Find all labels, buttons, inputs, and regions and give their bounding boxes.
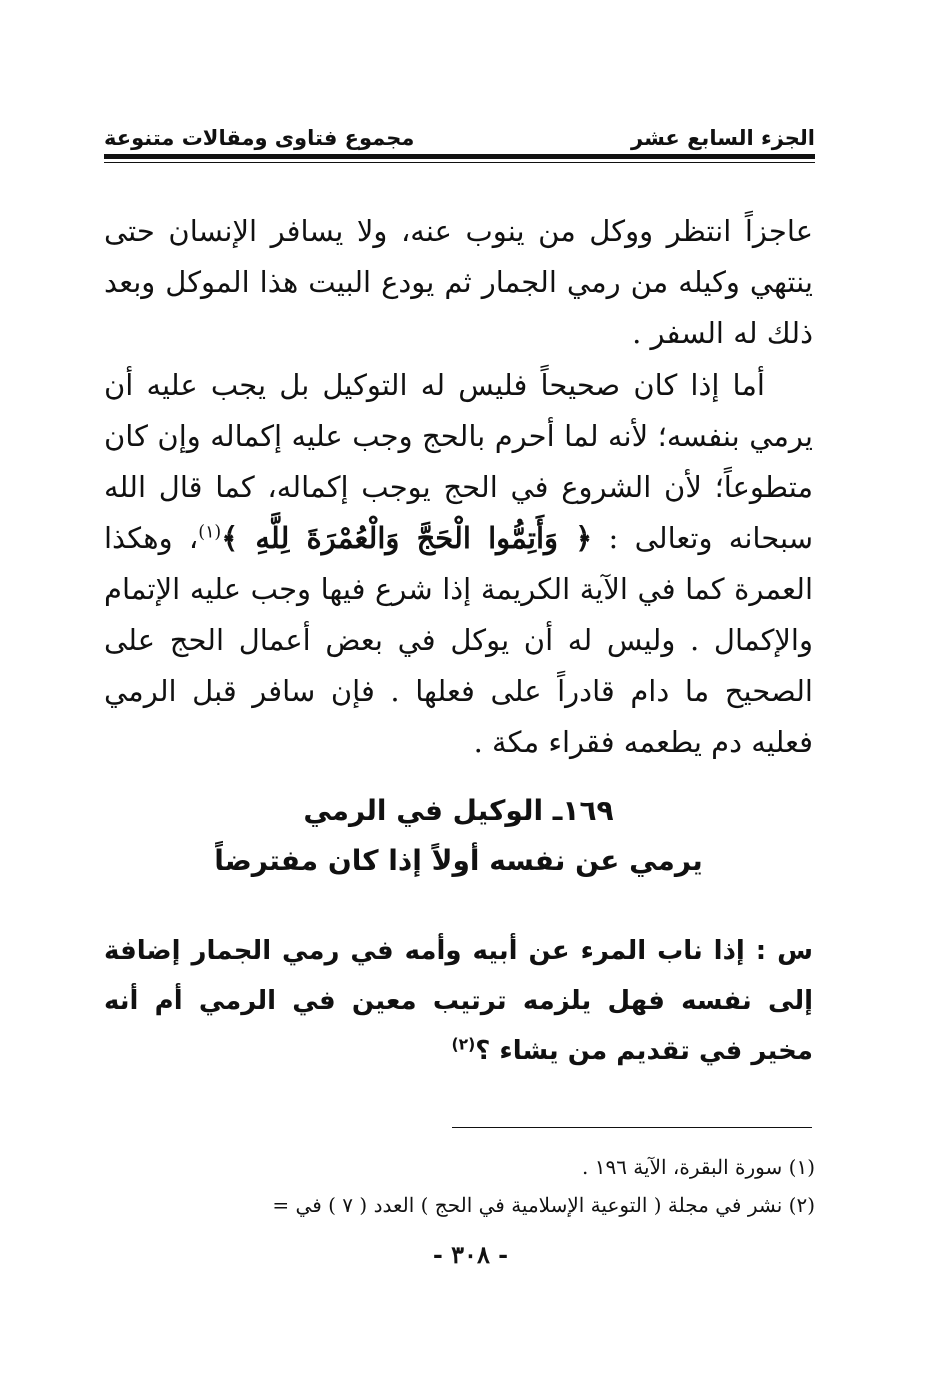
header-rule-thin [104, 162, 815, 163]
page-number: - ٣٠٨ - [432, 1240, 509, 1269]
footnote-2-number: (٢) [788, 1193, 815, 1217]
paragraph-1-text: عاجزاً انتظر ووكل من ينوب عنه، ولا يسافر الإنسان حتى ينتهي وكيله من رمي الجمار ثم يودع البيت هذا الموكل وبعد ذلك له السفر . [104, 214, 813, 350]
footnote-ref-2: (٢) [451, 1035, 476, 1054]
volume-title: الجزء السابع عشر [631, 126, 815, 150]
quran-verse: ﴿ وَأَتِمُّوا الْحَجَّ وَالْعُمْرَةَ لِلَّهِ ﴾ [221, 521, 593, 555]
footnote-2-text: نشر في مجلة ( التوعية الإسلامية في الحج ) العدد ( ٧ ) في = [272, 1193, 783, 1217]
heading-line-1: ١٦٩ـ الوكيل في الرمي [303, 794, 614, 827]
footnotes [104, 1148, 815, 1224]
paragraph-2-text-before: أما إذا كان صحيحاً فليس له التوكيل بل يجب عليه أن يرمي بنفسه؛ لأنه لما أحرم بالحج وجب عليه إكماله وإن كان متطوعاً؛ لأن الشروع في الحج يوجب إكماله، كما قال الله سبحانه وتعالى : [104, 368, 814, 555]
heading-line-2: يرمي عن نفسه أولاً إذا كان مفترضاً [214, 844, 703, 877]
footnote-1-text: سورة البقرة، الآية ١٩٦ . [581, 1155, 783, 1179]
question-paragraph [104, 926, 813, 1076]
footnote-1 [104, 1148, 815, 1186]
paragraph-1 [104, 206, 813, 359]
header-rule-thick [104, 154, 815, 159]
section-heading [104, 786, 813, 886]
footnote-separator [452, 1127, 812, 1128]
footnote-2 [104, 1186, 815, 1224]
paragraph-2 [104, 360, 813, 768]
footnote-1-number: (١) [788, 1155, 815, 1179]
paragraph-2-text-after: ، وهكذا العمرة كما في الآية الكريمة إذا شرع فيها وجب عليه الإتمام والإكمال . وليس له أن يوكل في بعض أعمال الحج على الصحيح ما دام قادراً على فعلها . فإن سافر قبل الرمي فعليه دم يطعمه فقراء مكة . [104, 521, 813, 759]
question-text: س : إذا ناب المرء عن أبيه وأمه في رمي الجمار إضافة إلى نفسه فهل يلزمه ترتيب معين في الرمي أم أنه مخير في تقديم من يشاء ؟ [104, 936, 813, 1066]
running-header [104, 116, 815, 150]
footnote-ref-1: (١) [198, 522, 222, 543]
book-title: مجموع فتاوى ومقالات متنوعة [104, 126, 415, 150]
